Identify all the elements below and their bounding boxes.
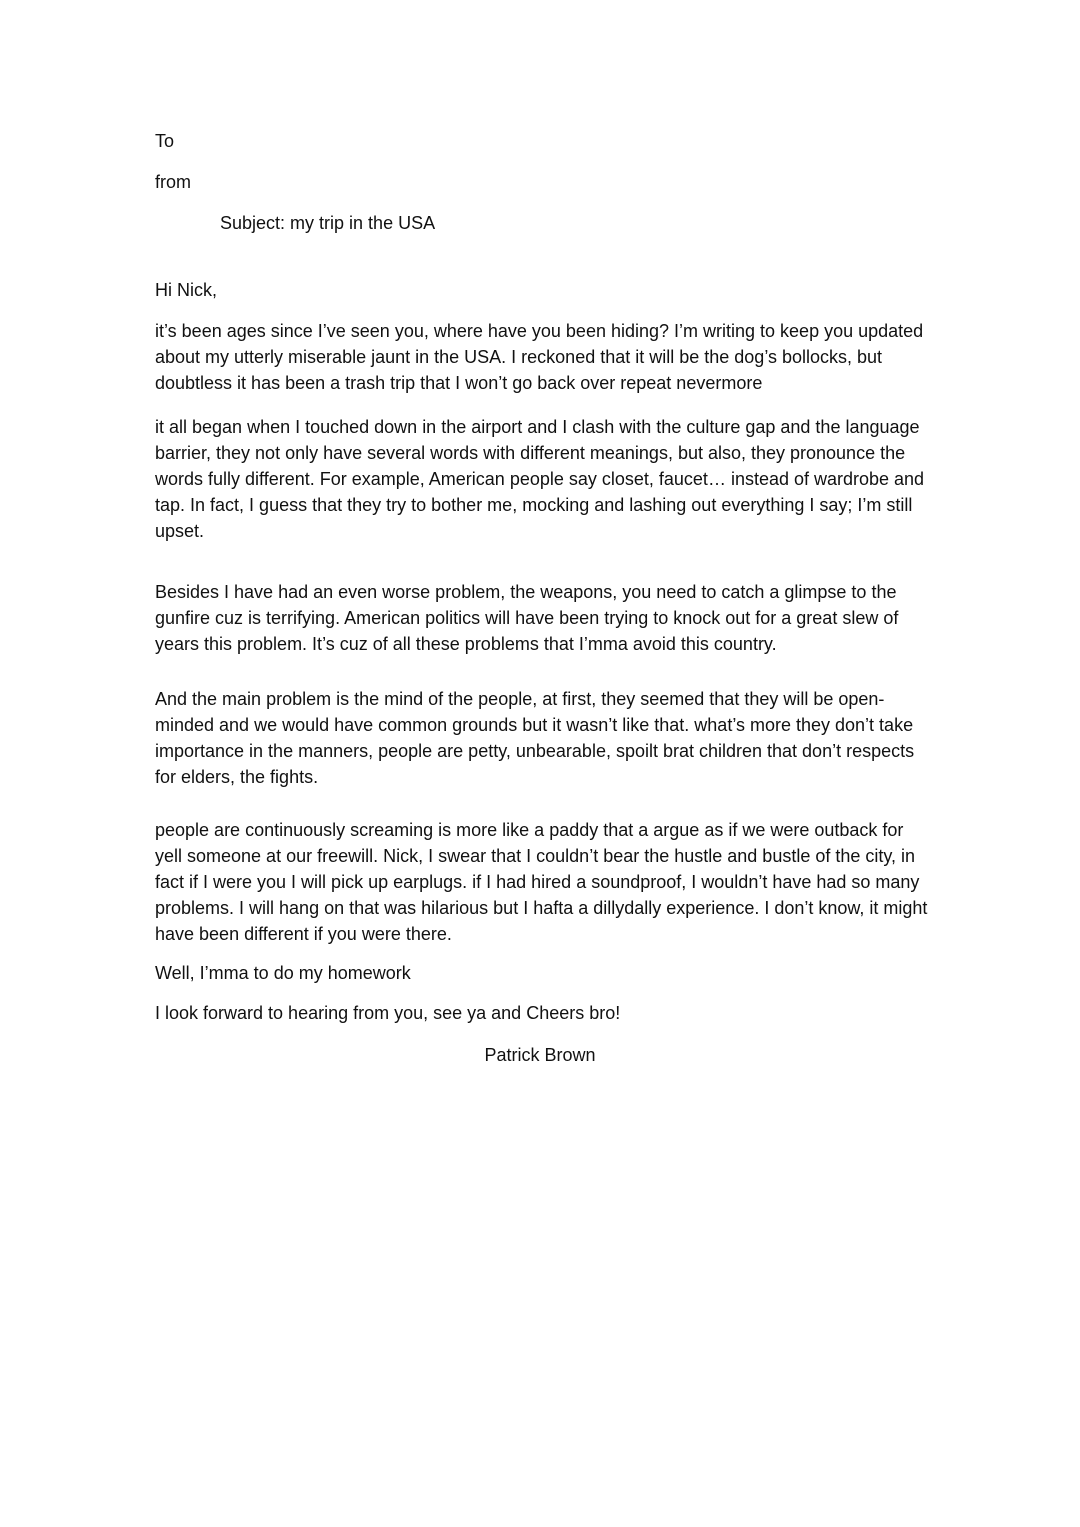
from-label: from (155, 172, 191, 192)
paragraph-weapons: Besides I have had an even worse problem, the weapons, you need to catch a glimpse to the gunfire cuz is terrifying. American politics will have been trying to knock out for a great slew of years this problem. It’s cuz of all these problems that I’mma avoid this country. (155, 582, 899, 654)
paragraph-noise: people are continuously screaming is more like a paddy that a argue as if we were outback for yell someone at our freewill. Nick, I swear that I couldn’t bear the hustle and bustle of the city, in fact if I were you I will pick up earplugs. if I had hired a soundproof, I wouldn’t have had so many problems. I will hang on that was hilarious but I hafta a dillydally experience. I don’t know, it might have been different if you were there. (155, 820, 928, 944)
signature: Patrick Brown (484, 1045, 596, 1065)
closing-line-farewell: I look forward to hearing from you, see ya and Cheers bro! (155, 1003, 621, 1023)
greeting: Hi Nick, (155, 280, 217, 300)
paragraph-intro: it’s been ages since I’ve seen you, where have you been hiding? I’m writing to keep you updated about my utterly miserable jaunt in the USA. I reckoned that it will be the dog’s bollocks, but doubtless it has been a trash trip that I won’t go back over repeat nevermore (155, 321, 924, 393)
paragraph-mindset: And the main problem is the mind of the people, at first, they seemed that they will be open-minded and we would have common grounds but it wasn’t like that. what’s more they don’t take importance in the manners, people are petty, unbearable, spoilt brat children that don’t respects for elders, the fights. (155, 689, 915, 787)
subject-line: Subject: my trip in the USA (220, 213, 436, 233)
paragraph-arrival: it all began when I touched down in the airport and I clash with the culture gap and the language barrier, they not only have several words with different meanings, but also, they pronounce the words fully different. For example, American people say closet, faucet… instead of wardrobe and tap. In fact, I guess that they try to bother me, mocking and lashing out everything I say; I’m still upset. (155, 417, 925, 541)
closing-line-homework: Well, I’mma to do my homework (155, 963, 411, 983)
to-label: To (155, 131, 175, 151)
